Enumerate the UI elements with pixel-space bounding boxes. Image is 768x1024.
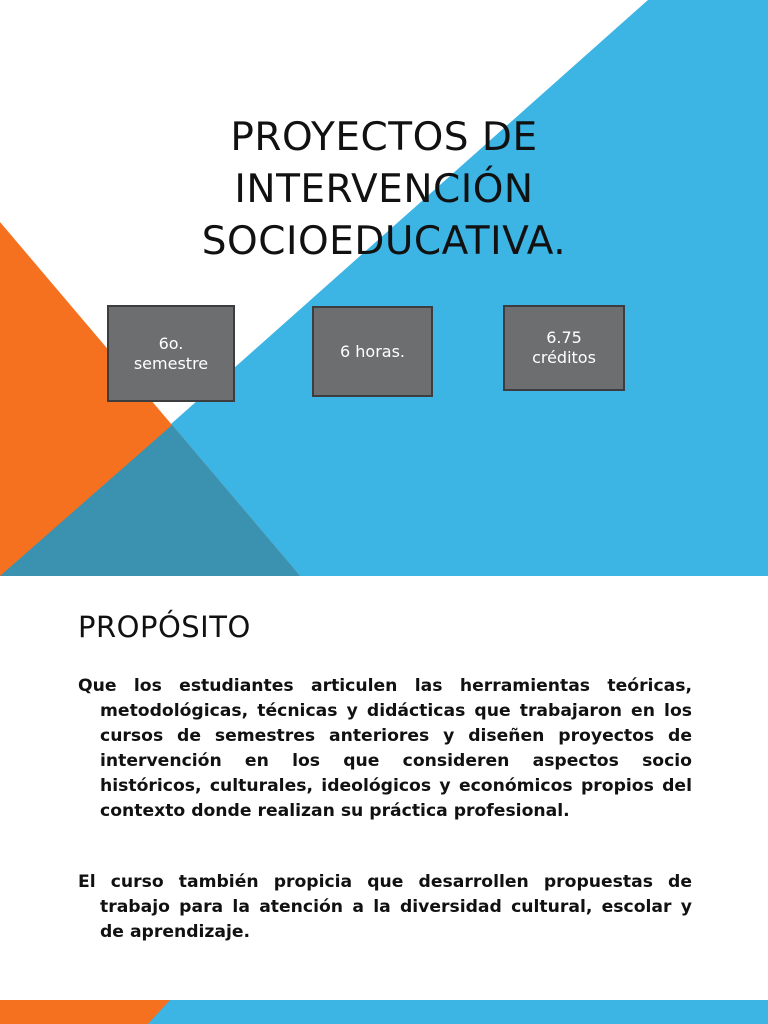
box-line: créditos <box>532 348 596 367</box>
purpose-paragraph: El curso también propicia que desarrollen propuestas de trabajo para la atención a la diversidad cultural, escolar y de aprendizaje. <box>78 872 692 942</box>
credits-box <box>503 305 625 391</box>
title-line: SOCIOEDUCATIVA. <box>201 219 567 264</box>
slide-title <box>84 112 684 268</box>
box-line: 6o. <box>158 333 184 353</box>
purpose-heading: PROPÓSITO <box>78 610 251 644</box>
hours-box <box>312 306 433 397</box>
purpose-paragraph: Que los estudiantes articulen las herramientas teóricas, metodológicas, técnicas y didácticas que trabajaron en los cursos de semestres anteriores y diseñen proyectos de intervención en los que consideren aspectos socio históricos, culturales, ideológicos y económicos propios del contexto donde realizan su práctica profesional. <box>78 676 692 821</box>
semester-box <box>107 305 235 402</box>
purpose-slide <box>0 576 768 1024</box>
box-line: 6 horas. <box>340 341 405 361</box>
box-line: semestre <box>133 353 209 373</box>
title-line: INTERVENCIÓN <box>234 167 534 212</box>
box-line: 6.75 <box>546 328 582 347</box>
bottom-accent-bar <box>0 1000 768 1024</box>
title-line: PROYECTOS DE <box>230 115 538 160</box>
